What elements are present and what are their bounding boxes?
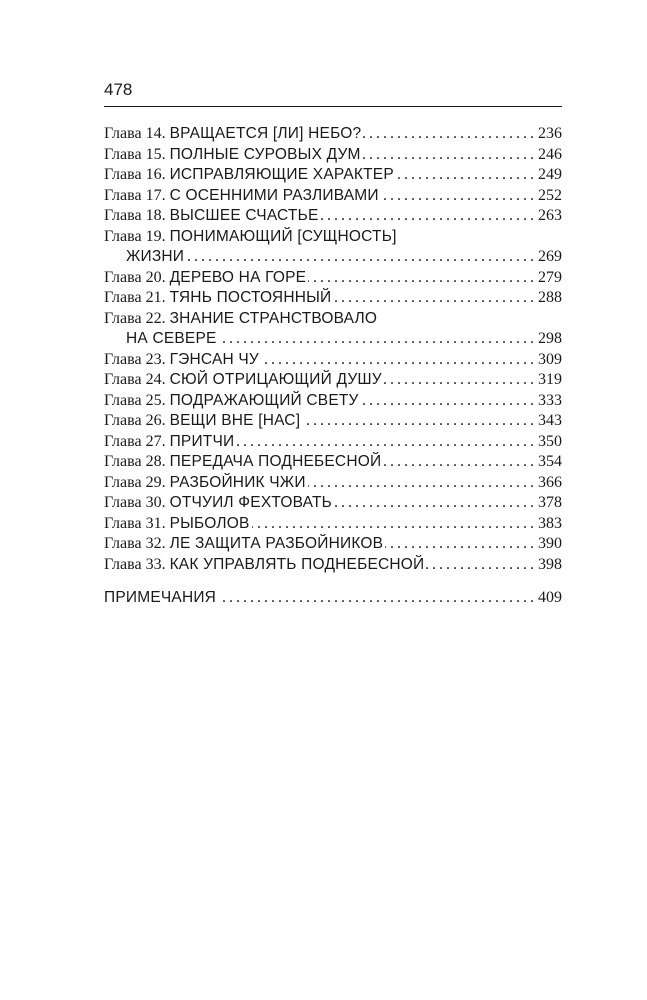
dot-leader (363, 145, 537, 166)
toc-entry[interactable] (104, 186, 562, 207)
chapter-label: Глава 27. (104, 432, 166, 450)
chapter-page-number: 252 (538, 186, 562, 204)
chapter-page-number: 390 (538, 535, 562, 552)
dot-leader (321, 206, 538, 227)
chapter-page-number: 398 (538, 555, 562, 573)
chapter-title: КАК УПРАВЛЯТЬ ПОДНЕБЕСНОЙ (169, 555, 425, 573)
chapter-title: ПОНИМАЮЩИЙ [СУЩНОСТЬ] (169, 227, 397, 245)
chapter-title: ЗНАНИЕ СТРАНСТВОВАЛО (169, 309, 378, 327)
chapter-label: Глава 25. (104, 391, 166, 409)
chapter-title: ВЫСШЕЕ СЧАСТЬЕ (169, 207, 319, 224)
chapter-title: НА СЕВЕРЕ (126, 330, 217, 347)
dot-leader (186, 247, 537, 268)
chapter-page-number: 236 (538, 125, 562, 142)
chapter-page-number: 333 (538, 391, 562, 409)
dot-leader (219, 329, 537, 350)
toc-entry[interactable] (104, 473, 562, 494)
dot-leader (363, 124, 537, 145)
dot-leader (236, 432, 537, 453)
toc-entry[interactable] (104, 206, 562, 227)
toc-entry[interactable] (104, 288, 562, 309)
chapter-page-number: 269 (538, 248, 562, 265)
chapter-label: Глава 26. (104, 412, 166, 429)
dot-leader (308, 268, 537, 289)
chapter-title: ТЯНЬ ПОСТОЯННЫЙ (169, 289, 332, 306)
dot-leader (333, 288, 537, 309)
toc-entry[interactable] (104, 145, 562, 166)
chapter-page-number: 366 (538, 473, 562, 491)
chapter-title: ДЕРЕВО НА ГОРЕ (169, 268, 307, 286)
dot-leader (218, 588, 537, 609)
dot-leader (385, 534, 537, 555)
chapter-page-number: 263 (538, 207, 562, 224)
dot-leader (334, 493, 537, 514)
chapter-title: ГЭНСАН ЧУ (169, 350, 259, 368)
chapter-title: РАЗБОЙНИК ЧЖИ (169, 473, 306, 491)
toc-entry-continuation[interactable] (104, 247, 562, 268)
chapter-label: Глава 29. (104, 473, 166, 491)
chapter-page-number: 309 (538, 350, 562, 368)
chapter-page-number: 319 (538, 371, 562, 388)
chapter-label: Глава 16. (104, 166, 166, 183)
header-rule (104, 106, 562, 107)
chapter-title: ПОЛНЫЕ СУРОВЫХ ДУМ (169, 145, 361, 163)
chapter-label: Глава 33. (104, 555, 166, 573)
chapter-title: ПРИТЧИ (169, 432, 235, 450)
chapter-title: ЛЕ ЗАЩИТА РАЗБОЙНИКОВ (169, 535, 384, 552)
toc-entry[interactable] (104, 452, 562, 473)
chapter-page-number: 383 (538, 514, 562, 532)
toc-entry[interactable] (104, 534, 562, 555)
toc-entry[interactable] (104, 555, 562, 576)
table-of-contents (104, 124, 562, 609)
chapter-page-number: 350 (538, 432, 562, 450)
dot-leader (361, 391, 537, 412)
page-number: 478 (104, 80, 133, 99)
toc-entry[interactable] (104, 391, 562, 412)
chapter-label: Глава 31. (104, 514, 166, 532)
dot-leader (302, 411, 537, 432)
chapter-label: Глава 18. (104, 207, 166, 224)
chapter-title: СЮЙ ОТРИЦАЮЩИЙ ДУШУ (169, 371, 382, 388)
chapter-label: Глава 17. (104, 186, 166, 204)
dot-leader (384, 370, 537, 391)
chapter-page-number: 298 (538, 330, 562, 347)
dot-leader (426, 555, 537, 576)
dot-leader (381, 186, 537, 207)
notes-title: ПРИМЕЧАНИЯ (104, 589, 217, 606)
dot-leader (308, 473, 537, 494)
toc-entry[interactable] (104, 514, 562, 535)
chapter-title: ПОДРАЖАЮЩИЙ СВЕТУ (169, 391, 359, 409)
chapter-title: ВЕЩИ ВНЕ [НАС] (169, 412, 301, 429)
toc-entry[interactable] (104, 309, 562, 330)
chapter-label: Глава 19. (104, 227, 166, 245)
toc-entry[interactable] (104, 411, 562, 432)
toc-notes-entry[interactable] (104, 588, 562, 609)
chapter-label: Глава 32. (104, 535, 166, 552)
chapter-title: ЖИЗНИ (126, 248, 185, 265)
chapter-page-number: 354 (538, 453, 562, 470)
dot-leader (252, 514, 538, 535)
dot-leader (383, 452, 537, 473)
toc-entry[interactable] (104, 370, 562, 391)
toc-entry[interactable] (104, 432, 562, 453)
chapter-page-number: 343 (538, 412, 562, 429)
dot-leader (261, 350, 537, 371)
chapter-title: РЫБОЛОВ (169, 514, 250, 532)
chapter-label: Глава 23. (104, 350, 166, 368)
chapter-label: Глава 15. (104, 145, 166, 163)
chapter-label: Глава 20. (104, 268, 166, 286)
toc-entry[interactable] (104, 493, 562, 514)
chapter-page-number: 378 (538, 494, 562, 511)
chapter-title: ИСПРАВЛЯЮЩИЕ ХАРАКТЕР (169, 166, 394, 183)
chapter-label: Глава 21. (104, 289, 166, 306)
toc-entry[interactable] (104, 350, 562, 371)
chapter-page-number: 246 (538, 145, 562, 163)
chapter-page-number: 249 (538, 166, 562, 183)
chapter-title: ОТЧУИЛ ФЕХТОВАТЬ (169, 494, 332, 511)
toc-entries (104, 124, 562, 575)
toc-entry-continuation[interactable] (104, 329, 562, 350)
chapter-page-number: 288 (538, 289, 562, 306)
chapter-label: Глава 24. (104, 371, 166, 388)
chapter-page-number: 279 (538, 268, 562, 286)
chapter-label: Глава 30. (104, 494, 166, 511)
chapter-label: Глава 22. (104, 309, 166, 327)
chapter-title: С ОСЕННИМИ РАЗЛИВАМИ (169, 186, 379, 204)
dot-leader (396, 165, 537, 186)
chapter-title: ПЕРЕДАЧА ПОДНЕБЕСНОЙ (169, 453, 382, 470)
chapter-label: Глава 28. (104, 453, 166, 470)
chapter-title: ВРАЩАЕТСЯ [ЛИ] НЕБО? (169, 125, 362, 142)
toc-entry[interactable] (104, 124, 562, 145)
toc-entry[interactable] (104, 227, 562, 248)
toc-entry[interactable] (104, 268, 562, 289)
notes-page: 409 (538, 589, 562, 606)
chapter-label: Глава 14. (104, 125, 166, 142)
toc-entry[interactable] (104, 165, 562, 186)
